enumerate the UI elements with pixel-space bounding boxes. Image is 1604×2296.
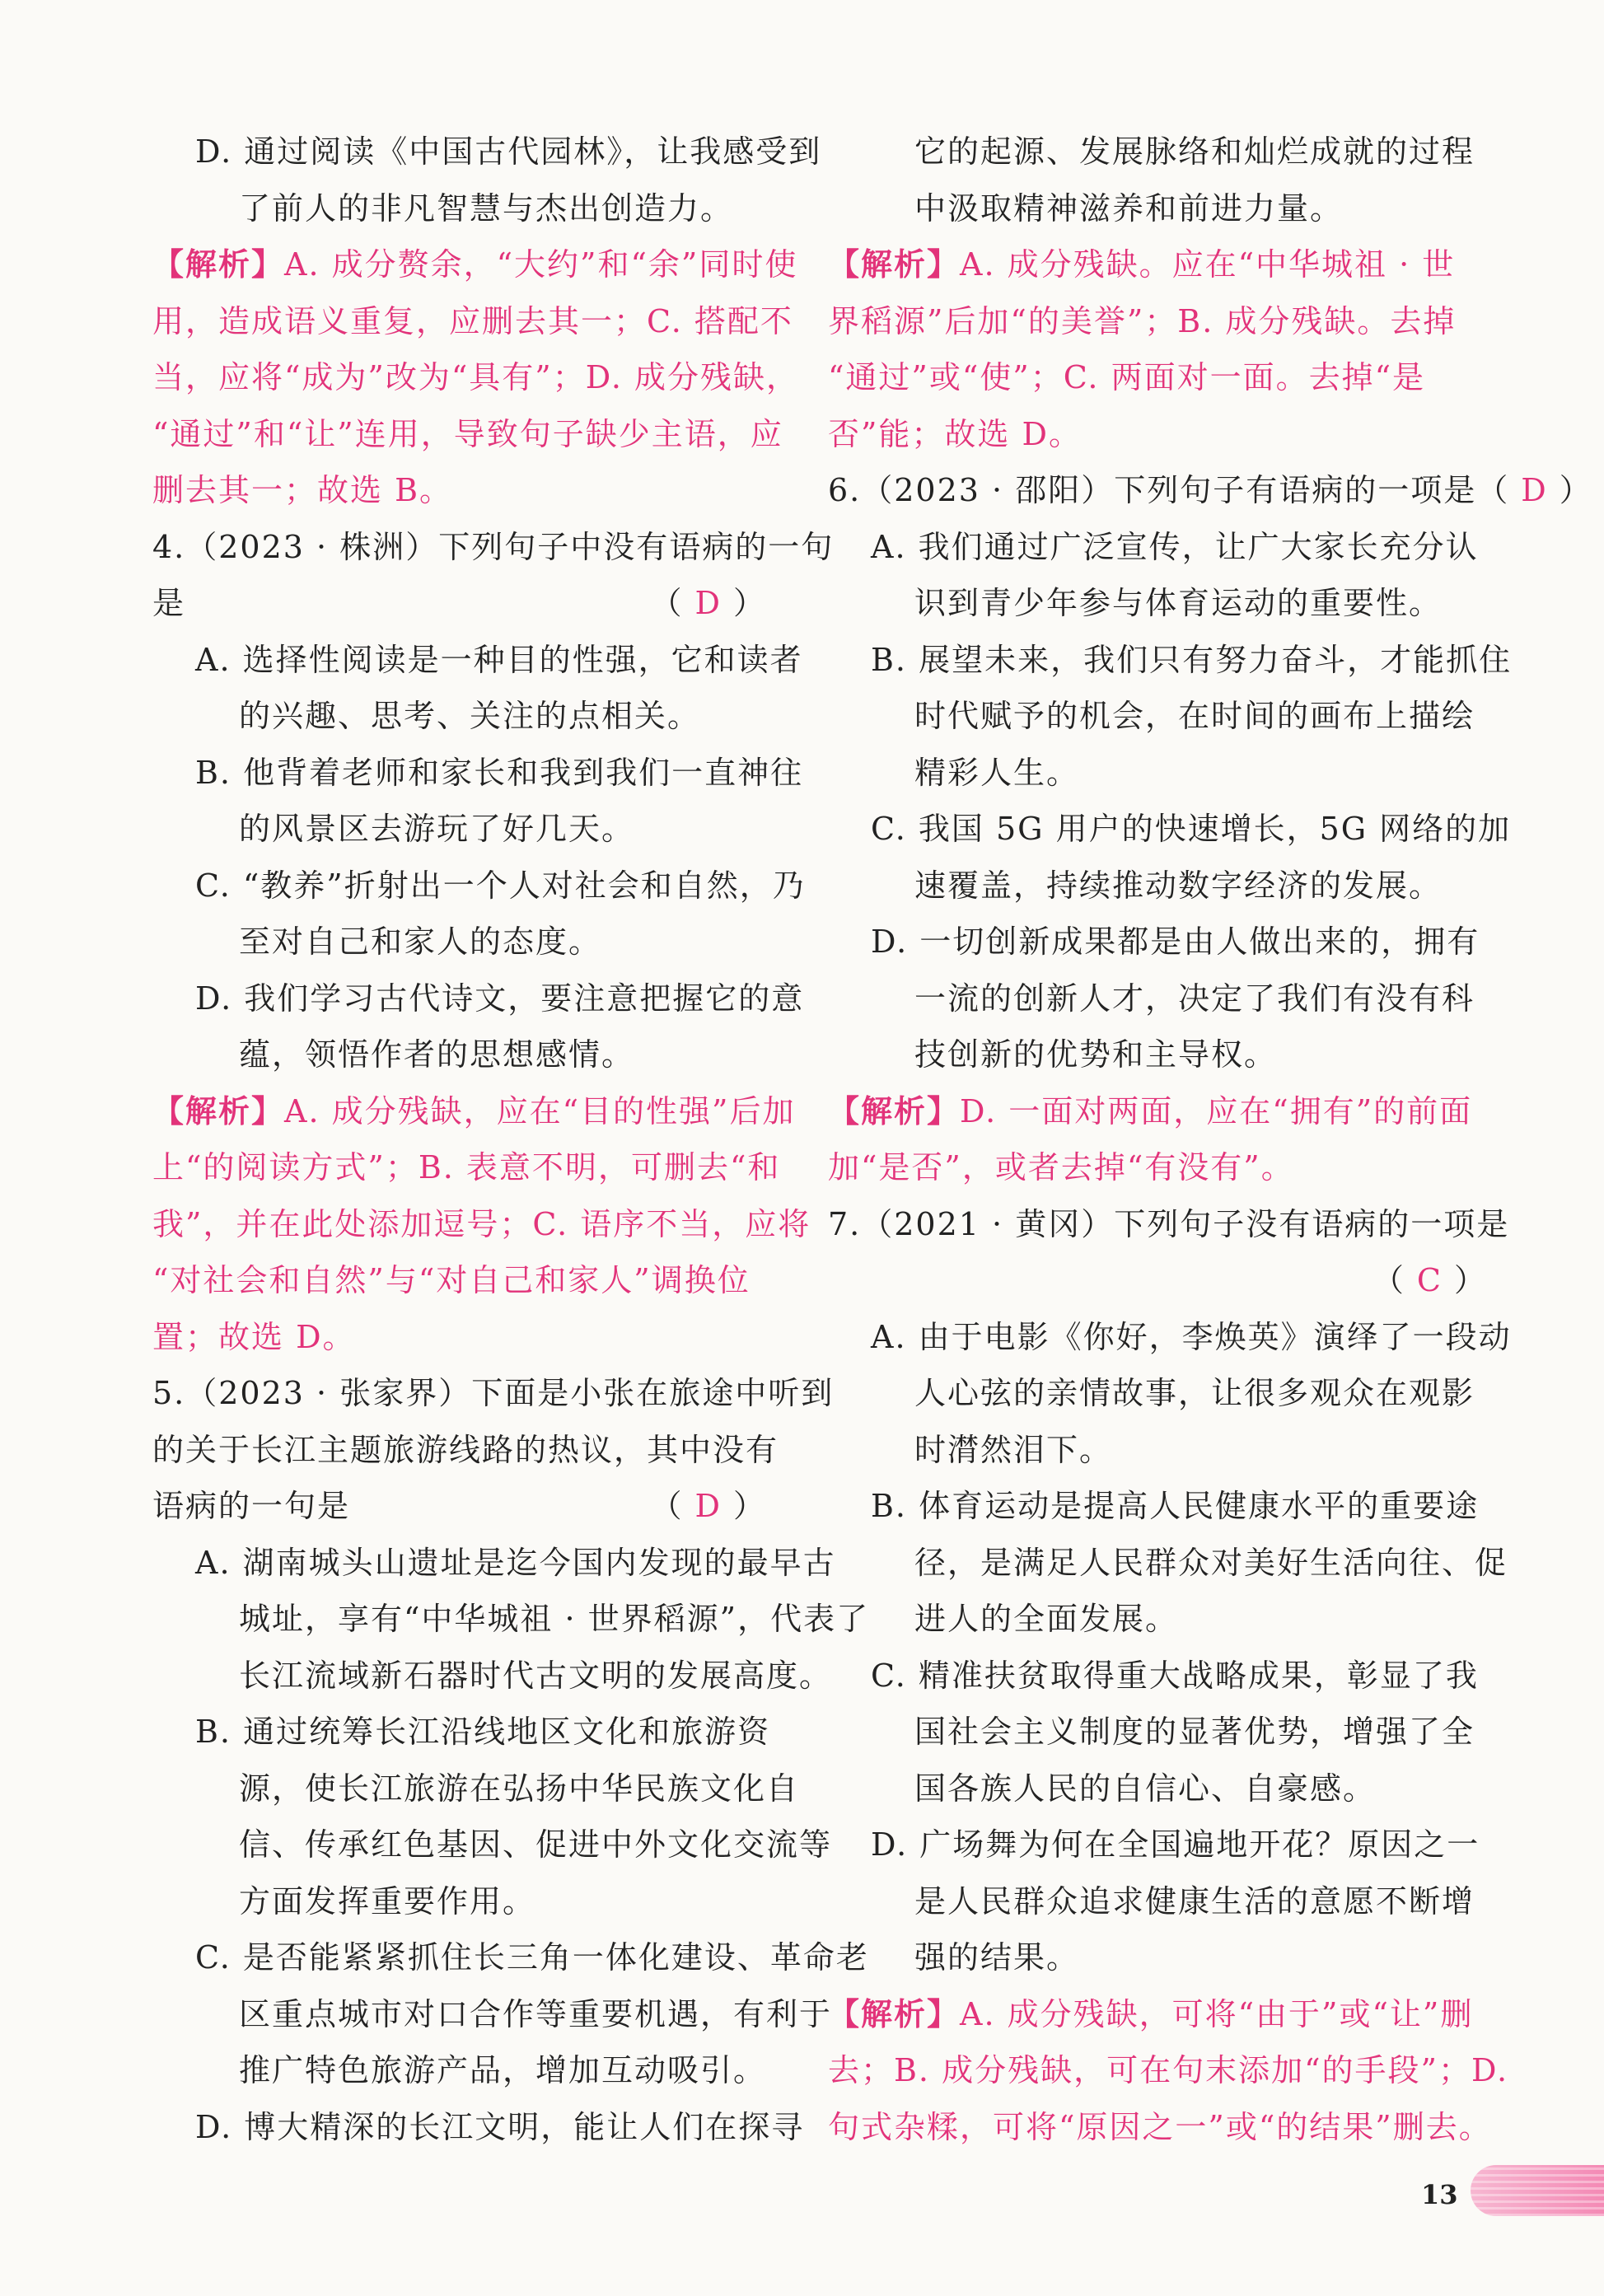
- left-line: [152, 801, 766, 858]
- right-line: [828, 2099, 1492, 2156]
- right-column: [828, 124, 1592, 2155]
- left-line: [152, 1026, 766, 1083]
- right-line: [828, 1817, 1487, 1873]
- right-line: [828, 1761, 1487, 1817]
- right-line: [828, 688, 1487, 745]
- left-line: [152, 858, 806, 914]
- line-text: 当，应将“成为”改为“具有”；D. 成分残缺，: [152, 359, 799, 395]
- left-line: [152, 1591, 870, 1648]
- left-line: [152, 1422, 779, 1479]
- right-line: [828, 1704, 1487, 1761]
- right-line: [828, 406, 1487, 463]
- analysis-tag: 【解析】: [152, 1092, 285, 1129]
- right-line: [828, 519, 1487, 576]
- line-text: 源，使长江旅游在弘扬中华民族文化自: [239, 1770, 800, 1807]
- right-line: [828, 1591, 1487, 1648]
- left-column: [152, 124, 870, 2155]
- line-text: 用，造成语义重复，应删去其一；C. 搭配不: [152, 302, 793, 339]
- line-text: 4.（2023 · 株洲）下列句子中没有语病的一句: [152, 528, 835, 565]
- right-line: [828, 1648, 1487, 1704]
- answer-bracket: （ D ）: [650, 1488, 766, 1524]
- left-line: [152, 1083, 796, 1140]
- line-text: 加“是否”，或者去掉“有没有”。: [828, 1149, 1294, 1185]
- answer-letter: D: [694, 585, 722, 621]
- line-text: 强的结果。: [914, 1939, 1080, 1976]
- line-text: 的关于长江主题旅游线路的热议，其中没有: [152, 1431, 779, 1468]
- right-line: [828, 1139, 1487, 1196]
- line-text: D. 一面对两面，应在“拥有”的前面: [960, 1092, 1473, 1129]
- line-text: C. 我国 5G 用户的快速增长，5G 网络的加: [871, 811, 1512, 847]
- line-text: 长江流域新石器时代古文明的发展高度。: [239, 1657, 833, 1694]
- line-text: 区重点城市对口合作等重要机遇，有利于: [239, 1995, 833, 2032]
- line-text: 是: [152, 585, 186, 621]
- line-text: B. 通过统筹长江沿线地区文化和旅游资: [195, 1714, 771, 1750]
- answer-letter: D: [694, 1488, 722, 1524]
- right-line: [828, 801, 1512, 858]
- right-line: [828, 293, 1487, 350]
- left-line: [152, 1365, 835, 1422]
- right-line: [828, 349, 1487, 406]
- left-line: [152, 1873, 766, 1930]
- line-text: 技创新的优势和主导权。: [914, 1036, 1278, 1073]
- line-text: 时潸然泪下。: [914, 1431, 1113, 1468]
- line-text: 国社会主义制度的显著优势，增强了全: [914, 1714, 1475, 1750]
- line-text: D. 通过阅读《中国古代园林》，让我感受到: [195, 133, 822, 170]
- line-text: 上“的阅读方式”；B. 表意不明，可删去“和: [152, 1149, 781, 1185]
- left-line: [152, 2099, 805, 2156]
- line-text: “通过”或“使”；C. 两面对一面。去掉“是: [828, 359, 1426, 395]
- line-text: 7.（2021 · 黄冈）下列句子没有语病的一项是: [828, 1205, 1510, 1242]
- line-text: 一流的创新人才，决定了我们有没有科: [914, 980, 1475, 1017]
- analysis-tag: 【解析】: [828, 1092, 961, 1129]
- right-line: [828, 970, 1487, 1027]
- line-text: D. 我们学习古代诗文，要注意把握它的意: [195, 980, 805, 1017]
- page-tab-decoration: [1471, 2165, 1604, 2216]
- left-line: [152, 406, 783, 463]
- line-text: A. 成分残缺。应在“中华城祖 · 世: [960, 246, 1456, 283]
- line-text: 否”能；故选 D。: [828, 415, 1082, 452]
- left-line: [152, 575, 766, 632]
- line-text: 语病的一句是: [152, 1488, 351, 1524]
- right-line: [828, 632, 1513, 689]
- line-text: 它的起源、发展脉络和灿烂成就的过程: [914, 133, 1475, 170]
- line-text: A. 由于电影《你好，李焕英》演绎了一段动: [871, 1318, 1512, 1355]
- left-line: [152, 1817, 833, 1873]
- right-line: [828, 1196, 1510, 1253]
- line-text: 6.（2023 · 邵阳）下列句子有语病的一项是: [828, 472, 1477, 508]
- line-text: C. 精准扶贫取得重大战略成果，彰显了我: [871, 1657, 1479, 1694]
- right-line: [828, 1083, 1487, 1140]
- left-line: [152, 462, 766, 519]
- line-text: 的兴趣、思考、关注的点相关。: [239, 698, 701, 734]
- right-line: [828, 1478, 1487, 1535]
- line-text: 是人民群众追求健康生活的意愿不断增: [914, 1882, 1475, 1920]
- left-line: [152, 349, 799, 406]
- line-text: B. 展望未来，我们只有努力奋斗，才能抓住: [871, 641, 1513, 678]
- left-line: [152, 688, 766, 745]
- left-line: [152, 519, 835, 576]
- answer-bracket: （ D ）: [650, 585, 766, 621]
- right-line: [828, 1535, 1508, 1592]
- left-line: [152, 124, 822, 180]
- line-text: A. 成分残缺，应在“目的性强”后加: [284, 1092, 796, 1129]
- left-line: [152, 1648, 833, 1704]
- left-line: [152, 1535, 836, 1592]
- right-line: [828, 1929, 1487, 1986]
- line-text: 识到青少年参与体育运动的重要性。: [914, 585, 1443, 621]
- right-line: [828, 1252, 1487, 1309]
- answer-bracket: （ D ）: [1476, 472, 1592, 508]
- page-number: 13: [1421, 2179, 1458, 2210]
- line-text: B. 他背着老师和家长和我到我们一直神往: [195, 754, 804, 791]
- line-text: A. 成分残缺，可将“由于”或“让”删: [960, 1995, 1474, 2032]
- right-line: [828, 1422, 1487, 1479]
- right-line: [828, 1309, 1512, 1366]
- right-line: [828, 124, 1487, 180]
- right-line: [828, 2042, 1509, 2099]
- answer-bracket: （ C ）: [1372, 1262, 1487, 1298]
- line-text: 信、传承红色基因、促进中外文化交流等: [239, 1826, 833, 1863]
- line-text: 界稻源”后加“的美誉”；B. 成分残缺。去掉: [828, 302, 1457, 339]
- line-text: A. 湖南城头山遗址是迄今国内发现的最早古: [195, 1544, 836, 1581]
- line-text: 至对自己和家人的态度。: [239, 924, 602, 960]
- line-text: 人心弦的亲情故事，让很多观众在观影: [914, 1375, 1475, 1411]
- right-line: [828, 236, 1487, 293]
- line-text: “对社会和自然”与“对自己和家人”调换位: [152, 1262, 751, 1298]
- line-text: D. 一切创新成果都是由人做出来的，拥有: [871, 924, 1480, 960]
- right-line: [828, 745, 1487, 802]
- analysis-tag: 【解析】: [828, 245, 961, 283]
- line-text: A. 我们通过广泛宣传，让广大家长充分认: [871, 528, 1479, 565]
- line-text: 进人的全面发展。: [914, 1601, 1179, 1637]
- line-text: B. 体育运动是提高人民健康水平的重要途: [871, 1488, 1480, 1524]
- left-line: [152, 180, 766, 237]
- left-line: [152, 236, 798, 293]
- line-text: 蕴，领悟作者的思想感情。: [239, 1036, 635, 1073]
- line-text: 方面发挥重要作用。: [239, 1882, 536, 1920]
- answer-letter: D: [1521, 472, 1548, 508]
- left-line: [152, 1704, 771, 1761]
- line-text: 了前人的非凡智慧与杰出创造力。: [239, 189, 734, 227]
- line-text: D. 广场舞为何在全国遍地开花？原因之一: [871, 1826, 1480, 1863]
- line-text: 去；B. 成分残缺，可在句末添加“的手段”；D.: [828, 2052, 1509, 2088]
- left-line: [152, 2042, 766, 2099]
- left-line: [152, 914, 766, 970]
- line-text: 速覆盖，持续推动数字经济的发展。: [914, 867, 1443, 904]
- left-line: [152, 1929, 869, 1986]
- right-line: [828, 1873, 1487, 1930]
- line-text: 的风景区去游玩了好几天。: [239, 811, 635, 847]
- line-text: “通过”和“让”连用，导致句子缺少主语，应: [152, 415, 783, 452]
- line-text: A. 成分赘余，“大约”和“余”同时使: [284, 246, 798, 283]
- line-text: 城址，享有“中华城祖 · 世界稻源”，代表了: [239, 1601, 870, 1637]
- line-text: 国各族人民的自信心、自豪感。: [914, 1770, 1377, 1807]
- left-line: [152, 1478, 766, 1535]
- line-text: C. “教养”折射出一个人对社会和自然，乃: [195, 867, 806, 904]
- answer-letter: C: [1416, 1262, 1443, 1298]
- line-text: 我”，并在此处添加逗号；C. 语序不当，应将: [152, 1205, 811, 1242]
- left-line: [152, 632, 803, 689]
- left-line: [152, 1761, 800, 1817]
- analysis-tag: 【解析】: [828, 1994, 961, 2032]
- line-text: C. 是否能紧紧抓住长三角一体化建设、革命老: [195, 1939, 869, 1976]
- left-line: [152, 1139, 781, 1196]
- right-line: [828, 575, 1487, 632]
- right-line: [828, 1365, 1487, 1422]
- line-text: 精彩人生。: [914, 754, 1080, 791]
- left-line: [152, 1309, 766, 1366]
- right-line: [828, 914, 1487, 970]
- left-line: [152, 1252, 766, 1309]
- left-line: [152, 293, 793, 350]
- line-text: 5.（2023 · 张家界）下面是小张在旅途中听到: [152, 1375, 835, 1411]
- line-text: 置；故选 D。: [152, 1318, 356, 1355]
- line-text: 删去其一；故选 B。: [152, 472, 453, 508]
- line-text: 径，是满足人民群众对美好生活向往、促: [914, 1544, 1508, 1581]
- left-line: [152, 745, 804, 802]
- line-text: D. 博大精深的长江文明，能让人们在探寻: [195, 2108, 805, 2145]
- line-text: A. 选择性阅读是一种目的性强，它和读者: [195, 641, 803, 678]
- right-line: [828, 1026, 1487, 1083]
- analysis-tag: 【解析】: [152, 245, 285, 283]
- right-line: [828, 462, 1592, 519]
- right-line: [828, 180, 1487, 237]
- line-text: 中汲取精神滋养和前进力量。: [914, 189, 1344, 227]
- right-line: [828, 1986, 1487, 2043]
- left-line: [152, 1986, 833, 2043]
- line-text: 句式杂糅，可将“原因之一”或“的结果”删去。: [828, 2108, 1492, 2145]
- right-line: [828, 858, 1487, 914]
- line-text: 推广特色旅游产品，增加互动吸引。: [239, 2052, 767, 2088]
- line-text: 时代赋予的机会，在时间的画布上描绘: [914, 698, 1475, 734]
- left-line: [152, 1196, 811, 1253]
- left-line: [152, 970, 805, 1027]
